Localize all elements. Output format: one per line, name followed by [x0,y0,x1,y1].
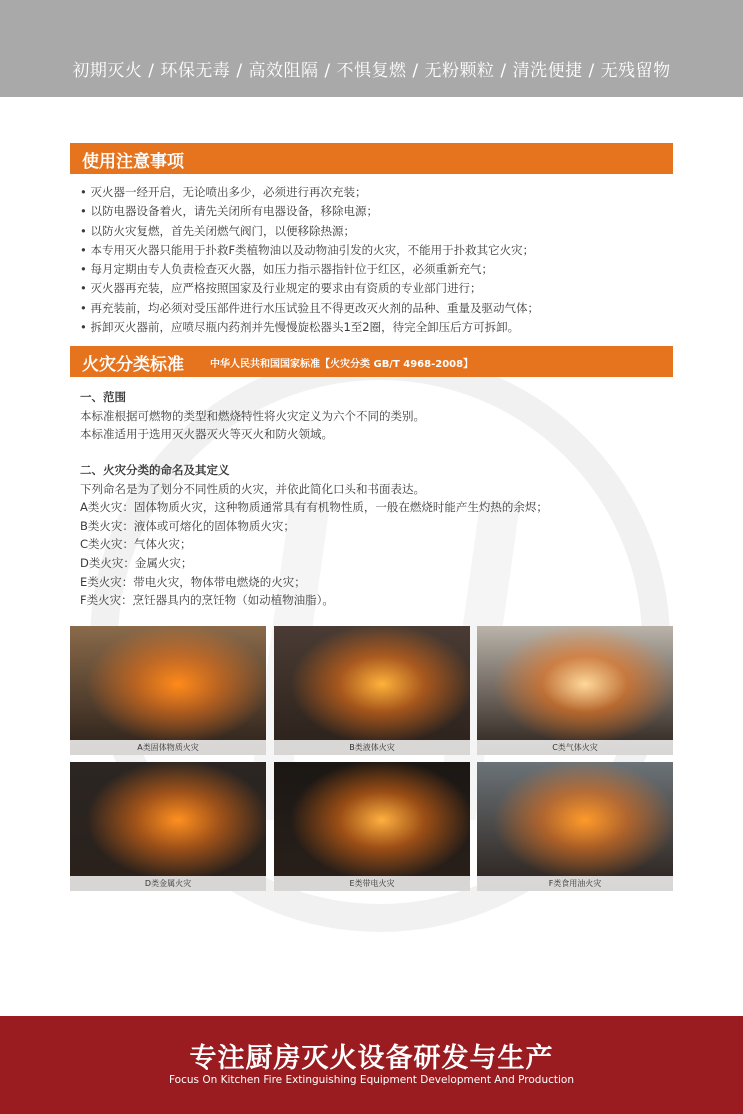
photo-caption: E类带电火灾 [274,876,470,891]
scope-line: 本标准根据可燃物的类型和燃烧特性将火灾定义为六个不同的类别。 [80,408,425,423]
photo-caption: F类食用油火灾 [477,876,673,891]
list-item: • 每月定期由专人负责检查灭火器，如压力指示器指针位于红区，必须重新充气； [80,260,539,279]
photo-class-d [70,762,266,891]
photo-class-c [477,626,673,755]
photo-caption: C类气体火灾 [477,740,673,755]
photo-class-e [274,762,470,891]
photo-class-a [70,626,266,755]
scope-section [80,388,425,444]
usage-notes-title: 使用注意事项 [82,152,184,172]
footer-slogan: 专注厨房灭火设备研发与生产 [189,1043,554,1074]
naming-line: D类火灾：金属火灾； [80,555,193,570]
naming-line: 下列命名是为了划分不同性质的火灾，并依此简化口头和书面表达。 [80,481,425,496]
list-item: • 以防火灾复燃，首先关闭燃气阀门，以便移除热源； [80,222,539,241]
list-item: • 以防电器设备着火，请先关闭所有电器设备，移除电源； [80,202,539,221]
list-item: • 灭火器一经开启，无论喷出多少，必须进行再次充装； [80,183,539,202]
top-banner [0,0,743,97]
classification-subtitle: 中华人民共和国国家标准【火灾分类 GB/T 4968-2008】 [210,359,474,370]
photo-caption: A类固体物质火灾 [70,740,266,755]
naming-line: B类火灾：液体或可熔化的固体物质火灾； [80,518,295,533]
fire-class-photo-grid [70,626,673,891]
photo-caption: D类金属火灾 [70,876,266,891]
naming-heading: 二、火灾分类的命名及其定义 [80,463,230,477]
photo-class-b [274,626,470,755]
classification-header [70,346,673,377]
photo-caption: B类液体火灾 [274,740,470,755]
bottom-banner [0,1016,743,1114]
feature-tagline: 初期灭火 / 环保无毒 / 高效阻隔 / 不惧复燃 / 无粉颗粒 / 清洗便捷 / 无残留物 [72,61,671,81]
naming-line: E类火灾：带电火灾，物体带电燃烧的火灾； [80,574,306,589]
photo-class-f [477,762,673,891]
list-item: • 本专用灭火器只能用于扑救F类植物油以及动物油引发的火灾，不能用于扑救其它火灾； [80,241,539,260]
naming-line: F类火灾：烹饪器具内的烹饪物（如动植物油脂）。 [80,593,334,608]
list-item: • 灭火器再充装，应严格按照国家及行业规定的要求由有资质的专业部门进行； [80,279,539,298]
naming-line: A类火灾：固体物质火灾，这种物质通常具有有机物性质，一般在燃烧时能产生灼热的余烬； [80,500,548,515]
usage-notes-list [80,183,539,337]
scope-heading: 一、范围 [80,390,126,404]
usage-notes-header [70,143,673,174]
footer-slogan-en: Focus On Kitchen Fire Extinguishing Equipment Development And Production [169,1074,574,1086]
naming-line: C类火灾：气体火灾； [80,537,192,552]
scope-line: 本标准适用于选用灭火器灭火等灭火和防火领域。 [80,427,333,442]
naming-section [80,461,548,610]
list-item: • 拆卸灭火器前，应喷尽瓶内药剂并先慢慢旋松器头1至2圈，待完全卸压后方可拆卸。 [80,318,539,337]
classification-title: 火灾分类标准 [82,355,184,375]
list-item: • 再充装前，均必须对受压部件进行水压试验且不得更改灭火剂的品种、重量及驱动气体； [80,299,539,318]
